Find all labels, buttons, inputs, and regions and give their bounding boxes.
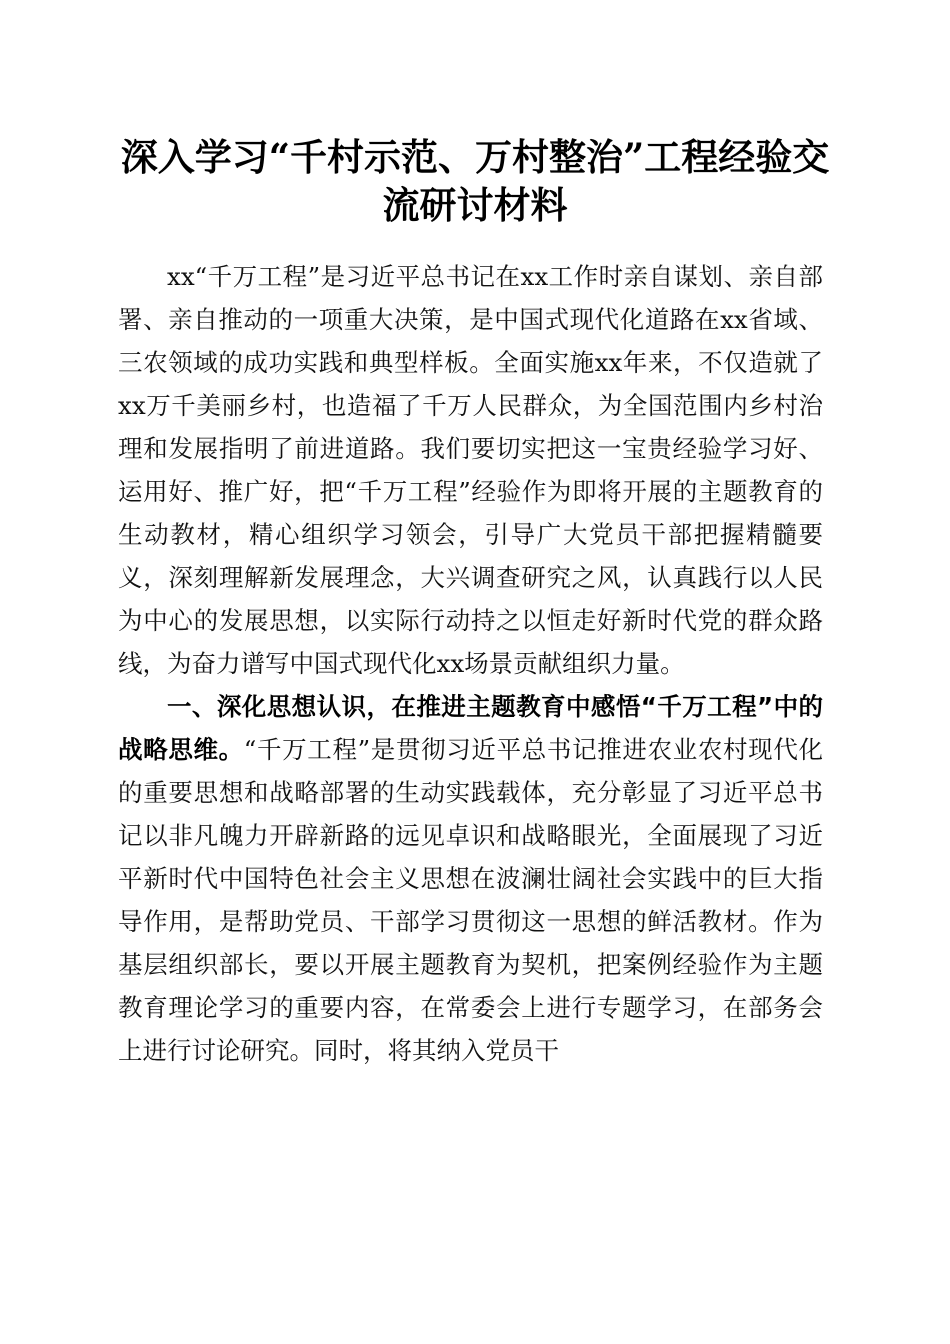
- section-1-heading: 一、深化思想认识，在推进主题教育中感悟“千万工程”中的战略思维。: [118, 692, 823, 764]
- title-line-1: 深入学习“千村示范、万村整治”工程经验交: [120, 135, 830, 179]
- title-line-2: 流研讨材料: [382, 183, 568, 227]
- section-1-paragraph: [118, 685, 823, 1072]
- section-1-text: “千万工程”是贯彻习近平总书记推进农业农村现代化的重要思想和战略部署的生动实践载体，充分彰显了习近平总书记以非凡魄力开辟新路的远见卓识和战略眼光，全面展现了习近平新时代中国特色社会主义思想在波澜壮阔社会实践中的巨大指导作用，是帮助党员、干部学习贯彻这一思想的鲜活教材。作为基层组织部长，要以开展主题教育为契机，把案例经验作为主题教育理论学习的重要内容，在常委会上进行专题学习，在部务会上进行讨论研究。同时，将其纳入党员干: [118, 735, 823, 1065]
- document-body: [118, 255, 823, 1072]
- intro-paragraph: xx“千万工程”是习近平总书记在xx工作时亲自谋划、亲自部署、亲自推动的一项重大决策，是中国式现代化道路在xx省域、三农领域的成功实践和典型样板。全面实施xx年来，不仅造就了xx万千美丽乡村，也造福了千万人民群众，为全国范围内乡村治理和发展指明了前进道路。我们要切实把这一宝贵经验学习好、运用好、推广好，把“千万工程”经验作为即将开展的主题教育的生动教材，精心组织学习领会，引导广大党员干部把握精髓要义，深刻理解新发展理念，大兴调查研究之风，认真践行以人民为中心的发展思想，以实际行动持之以恒走好新时代党的群众路线，为奋力谱写中国式现代化xx场景贡献组织力量。: [118, 262, 823, 678]
- document-title: [110, 133, 840, 229]
